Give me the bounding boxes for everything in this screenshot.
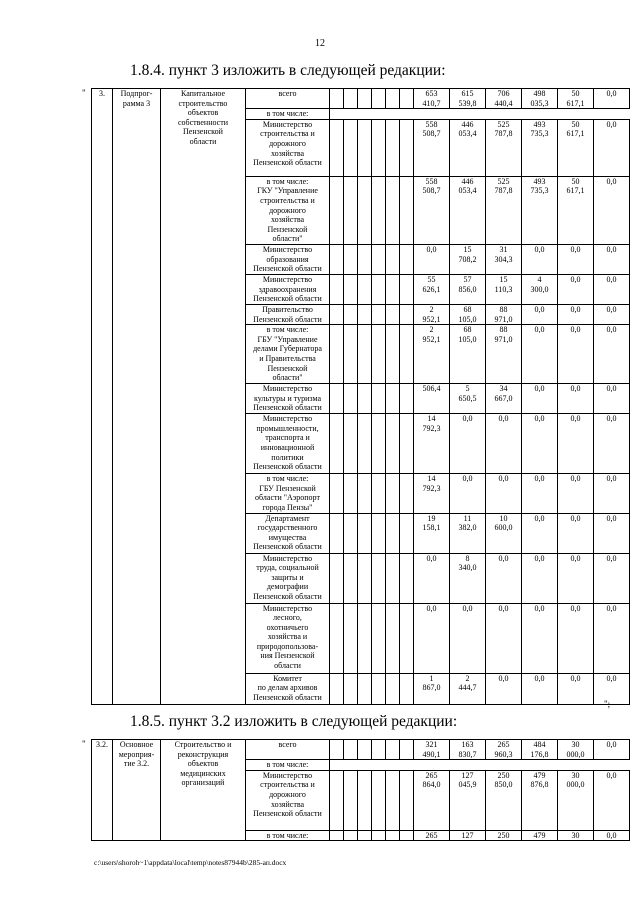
amount-cell: 30 000,0 [558,740,594,760]
code-blank-cell [386,474,400,513]
amount-cell: 5 650,5 [450,384,486,414]
code-blank-cell [372,673,386,704]
executor-name-cell: Министерство строительства и дорожного хозяйства Пензенской области [246,770,330,830]
code-blank-cell [344,770,358,830]
code-blank-cell [400,119,414,176]
amount-cell: 0,0 [522,474,558,513]
code-blank-cell [372,603,386,673]
code-blank-cell [330,513,344,553]
amount-cell: 615 539,8 [450,89,486,109]
code-blank-cell [400,553,414,603]
code-blank-cell [386,274,400,304]
code-blank-cell [372,244,386,274]
amount-cell: 0,0 [594,304,630,324]
code-blank-cell [400,603,414,673]
section-heading-1-8-5: 1.8.5. пункт 3.2 изложить в следующей редакции: [130,713,458,730]
footer-file-path: c:\users\shoroh~1\appdata\local\temp\notes87944b\285-ап.docx [94,858,287,867]
blank-cell [330,760,630,771]
code-blank-cell [358,384,372,414]
code-blank-cell [344,325,358,384]
code-blank-cell [400,304,414,324]
code-blank-cell [344,176,358,244]
code-blank-cell [372,513,386,553]
code-blank-cell [372,325,386,384]
amount-cell: 525 787,8 [486,176,522,244]
code-blank-cell [386,513,400,553]
code-blank-cell [358,119,372,176]
amount-cell: 498 035,3 [522,89,558,109]
code-blank-cell [330,304,344,324]
amount-cell: 321 490,1 [414,740,450,760]
code-blank-cell [330,325,344,384]
amount-cell: 484 176,8 [522,740,558,760]
code-blank-cell [358,770,372,830]
amount-cell: 493 735,3 [522,119,558,176]
code-blank-cell [372,414,386,474]
amount-cell: 0,0 [522,384,558,414]
executor-name-cell: Министерство труда, социальной защиты и демографии Пензенской области [246,553,330,603]
executor-name-cell: Министерство культуры и туризма Пензенской области [246,384,330,414]
amount-cell: 0,0 [486,474,522,513]
amount-cell: 68 105,0 [450,304,486,324]
measure-name-cell: Строительство и реконструкция объектов медицинских организаций [161,740,246,841]
amount-cell: 0,0 [414,603,450,673]
amount-cell: 0,0 [594,414,630,474]
code-blank-cell [344,553,358,603]
code-blank-cell [344,304,358,324]
code-blank-cell [358,274,372,304]
code-blank-cell [386,740,400,760]
code-blank-cell [386,244,400,274]
open-quote: " [82,739,86,749]
code-blank-cell [330,770,344,830]
amount-cell: 0,0 [414,244,450,274]
amount-cell: 0,0 [594,740,630,760]
amount-cell: 30 000,0 [558,770,594,830]
code-blank-cell [358,325,372,384]
code-blank-cell [330,603,344,673]
executor-name-cell: всего [246,89,330,109]
code-blank-cell [344,89,358,109]
amount-cell: 50 617,1 [558,89,594,109]
amount-cell: 0,0 [558,304,594,324]
amount-cell: 127 045,9 [450,770,486,830]
code-blank-cell [358,414,372,474]
code-blank-cell [386,553,400,603]
amount-cell: 0,0 [522,603,558,673]
code-blank-cell [372,274,386,304]
program-table-section-3 [91,88,630,705]
amount-cell: 127 [450,830,486,841]
code-blank-cell [400,384,414,414]
amount-cell: 55 626,1 [414,274,450,304]
code-blank-cell [358,474,372,513]
code-blank-cell [386,119,400,176]
amount-cell: 265 [414,830,450,841]
code-blank-cell [400,770,414,830]
amount-cell: 446 053,4 [450,176,486,244]
amount-cell: 0,0 [594,830,630,841]
code-blank-cell [400,274,414,304]
amount-cell: 558 508,7 [414,176,450,244]
code-blank-cell [330,176,344,244]
amount-cell: 0,0 [594,274,630,304]
code-blank-cell [400,740,414,760]
amount-cell: 0,0 [558,384,594,414]
amount-cell: 0,0 [558,474,594,513]
code-blank-cell [400,176,414,244]
amount-cell: 0,0 [594,384,630,414]
executor-name-cell: Комитет по делам архивов Пензенской области [246,673,330,704]
amount-cell: 0,0 [522,244,558,274]
amount-cell: 11 382,0 [450,513,486,553]
amount-cell: 0,0 [558,513,594,553]
amount-cell: 0,0 [558,244,594,274]
amount-cell: 0,0 [594,89,630,109]
code-blank-cell [330,830,344,841]
page-number: 12 [315,38,325,49]
code-blank-cell [372,119,386,176]
amount-cell: 0,0 [522,325,558,384]
amount-cell: 31 304,3 [486,244,522,274]
amount-cell: 0,0 [558,414,594,474]
code-blank-cell [344,513,358,553]
amount-cell: 163 830,7 [450,740,486,760]
amount-cell: 0,0 [558,553,594,603]
code-blank-cell [386,384,400,414]
code-blank-cell [344,474,358,513]
amount-cell: 2 444,7 [450,673,486,704]
amount-cell: 0,0 [450,474,486,513]
code-blank-cell [386,603,400,673]
amount-cell: 0,0 [486,673,522,704]
amount-cell: 57 856,0 [450,274,486,304]
amount-cell: 0,0 [486,414,522,474]
amount-cell: 50 617,1 [558,119,594,176]
amount-cell: 0,0 [594,770,630,830]
close-quote: "; [604,699,611,709]
code-blank-cell [372,384,386,414]
code-blank-cell [358,553,372,603]
amount-cell: 34 667,0 [486,384,522,414]
code-blank-cell [358,304,372,324]
code-blank-cell [400,474,414,513]
amount-cell: 446 053,4 [450,119,486,176]
code-blank-cell [330,474,344,513]
code-blank-cell [330,244,344,274]
code-blank-cell [358,740,372,760]
amount-cell: 68 105,0 [450,325,486,384]
code-blank-cell [400,89,414,109]
amount-cell: 1 867,0 [414,673,450,704]
code-blank-cell [344,244,358,274]
code-blank-cell [386,176,400,244]
amount-cell: 88 971,0 [486,304,522,324]
amount-cell: 14 792,3 [414,414,450,474]
program-table-section-3-2 [91,739,630,841]
code-blank-cell [358,830,372,841]
code-blank-cell [344,830,358,841]
amount-cell: 15 110,3 [486,274,522,304]
executor-name-cell: в том числе: [246,760,330,771]
amount-cell: 30 [558,830,594,841]
code-blank-cell [386,673,400,704]
code-blank-cell [372,770,386,830]
code-blank-cell [330,553,344,603]
amount-cell: 493 735,3 [522,176,558,244]
amount-cell: 0,0 [594,325,630,384]
code-blank-cell [330,740,344,760]
amount-cell: 506,4 [414,384,450,414]
amount-cell: 2 952,1 [414,304,450,324]
code-blank-cell [372,474,386,513]
amount-cell: 0,0 [594,603,630,673]
amount-cell: 15 708,2 [450,244,486,274]
code-blank-cell [386,89,400,109]
executor-name-cell: Министерство образования Пензенской области [246,244,330,274]
executor-name-cell: всего [246,740,330,760]
executor-name-cell: в том числе: [246,109,330,120]
amount-cell: 19 158,1 [414,513,450,553]
executor-name-cell: Министерство промышленности, транспорта и инновационной политики Пензенской области [246,414,330,474]
amount-cell: 0,0 [558,325,594,384]
amount-cell: 88 971,0 [486,325,522,384]
table-row [92,740,630,760]
amount-cell: 0,0 [522,513,558,553]
code-blank-cell [372,553,386,603]
code-blank-cell [400,673,414,704]
code-blank-cell [330,89,344,109]
amount-cell: 4 300,0 [522,274,558,304]
executor-name-cell: в том числе: ГБУ "Управление делами Губернатора и Правительства Пензенской области" [246,325,330,384]
amount-cell: 50 617,1 [558,176,594,244]
code-blank-cell [372,740,386,760]
amount-cell: 0,0 [558,673,594,704]
amount-cell: 0,0 [594,474,630,513]
amount-cell: 0,0 [450,414,486,474]
code-blank-cell [344,119,358,176]
executor-name-cell: в том числе: ГБУ Пензенской области "Аэропорт города Пензы" [246,474,330,513]
item-number-cell: 3. [92,89,113,705]
code-blank-cell [400,830,414,841]
amount-cell: 0,0 [594,176,630,244]
code-blank-cell [330,673,344,704]
amount-cell: 479 876,8 [522,770,558,830]
executor-name-cell: в том числе: [246,830,330,841]
amount-cell: 0,0 [414,553,450,603]
amount-cell: 0,0 [486,603,522,673]
blank-cell [330,109,630,120]
executor-name-cell: Министерство строительства и дорожного хозяйства Пензенской области [246,119,330,176]
amount-cell: 0,0 [450,603,486,673]
amount-cell: 558 508,7 [414,119,450,176]
amount-cell: 0,0 [522,553,558,603]
code-blank-cell [358,176,372,244]
amount-cell: 479 [522,830,558,841]
amount-cell: 0,0 [594,673,630,704]
code-blank-cell [358,513,372,553]
code-blank-cell [386,325,400,384]
code-blank-cell [372,89,386,109]
amount-cell: 250 850,0 [486,770,522,830]
code-blank-cell [372,304,386,324]
code-blank-cell [386,830,400,841]
code-blank-cell [400,414,414,474]
table-row [92,89,630,109]
amount-cell: 10 600,0 [486,513,522,553]
amount-cell: 14 792,3 [414,474,450,513]
amount-cell: 706 440,4 [486,89,522,109]
code-blank-cell [386,770,400,830]
amount-cell: 0,0 [594,553,630,603]
measure-name-cell: Капитальное строительство объектов собственности Пензенской области [161,89,246,705]
code-blank-cell [358,673,372,704]
executor-name-cell: Министерство лесного, охотничьего хозяйства и природопользова- ния Пензенской области [246,603,330,673]
amount-cell: 265 960,3 [486,740,522,760]
code-blank-cell [344,740,358,760]
amount-cell: 0,0 [558,274,594,304]
amount-cell: 653 410,7 [414,89,450,109]
amount-cell: 0,0 [594,244,630,274]
amount-cell: 0,0 [594,119,630,176]
program-name-cell: Основное мероприя- тие 3.2. [113,740,161,841]
amount-cell: 0,0 [594,513,630,553]
amount-cell: 0,0 [522,304,558,324]
section-heading-1-8-4: 1.8.4. пункт 3 изложить в следующей редакции: [130,62,446,79]
code-blank-cell [358,89,372,109]
amount-cell: 0,0 [522,673,558,704]
executor-name-cell: Департамент государственного имущества Пензенской области [246,513,330,553]
amount-cell: 0,0 [558,603,594,673]
code-blank-cell [372,830,386,841]
code-blank-cell [372,176,386,244]
open-quote: " [82,88,86,98]
amount-cell: 0,0 [486,553,522,603]
code-blank-cell [400,513,414,553]
amount-cell: 2 952,1 [414,325,450,384]
program-name-cell: Подпрог- рамма 3 [113,89,161,705]
code-blank-cell [344,603,358,673]
code-blank-cell [400,244,414,274]
executor-name-cell: Правительство Пензенской области [246,304,330,324]
code-blank-cell [344,414,358,474]
amount-cell: 250 [486,830,522,841]
code-blank-cell [400,325,414,384]
code-blank-cell [358,603,372,673]
amount-cell: 0,0 [522,414,558,474]
code-blank-cell [330,274,344,304]
code-blank-cell [386,304,400,324]
executor-name-cell: Министерство здравоохранения Пензенской области [246,274,330,304]
code-blank-cell [330,414,344,474]
code-blank-cell [330,384,344,414]
amount-cell: 8 340,0 [450,553,486,603]
code-blank-cell [344,384,358,414]
code-blank-cell [330,119,344,176]
code-blank-cell [344,673,358,704]
code-blank-cell [358,244,372,274]
code-blank-cell [386,414,400,474]
executor-name-cell: в том числе: ГКУ "Управление строительства и дорожного хозяйства Пензенской области" [246,176,330,244]
amount-cell: 265 864,0 [414,770,450,830]
amount-cell: 525 787,8 [486,119,522,176]
code-blank-cell [344,274,358,304]
item-number-cell: 3.2. [92,740,113,841]
